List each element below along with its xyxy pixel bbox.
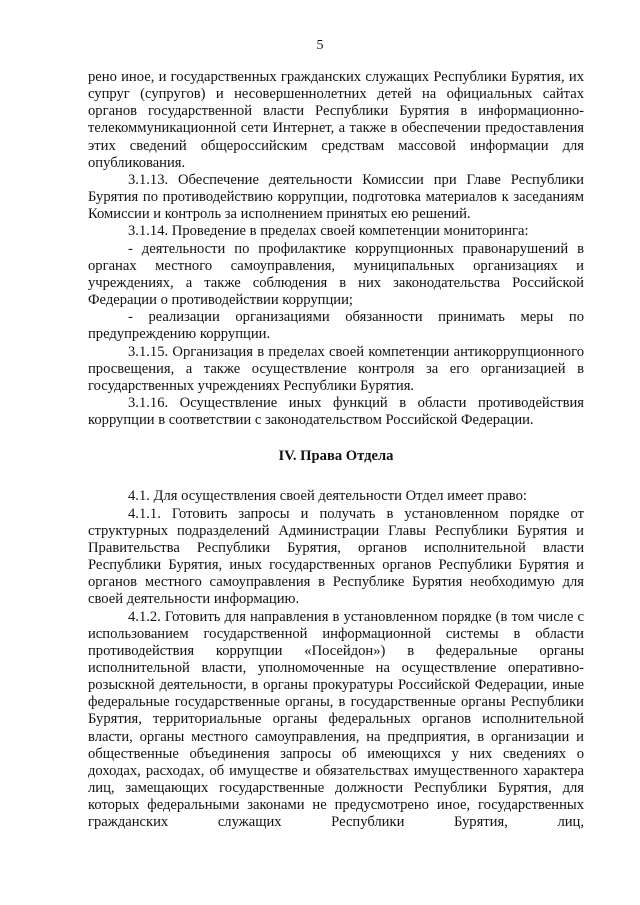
- paragraph-4-1-1: 4.1.1. Готовить запросы и получать в установленном порядке от структурных подразделений Администрации Главы Республики Бурятия и Правительства Республики Бурятия, органов исполнительной власти Республики Бурятия, иных государственных органов Республики Бурятия и органов местного самоуправления в Республике Бурятия необходимую для своей деятельности информацию.: [88, 505, 584, 608]
- paragraph-3-1-15: 3.1.15. Организация в пределах своей компетенции антикоррупционного просвещения, а также осуществление контроля за его организацией в государственных учреждениях Республики Бурятия.: [88, 343, 584, 394]
- section-heading: IV. Права Отдела: [278, 448, 394, 465]
- document-body: [88, 69, 584, 832]
- list-item-measures: - реализации организациями обязанности принимать меры по предупреждению коррупции.: [88, 309, 584, 343]
- paragraph-3-1-16: 3.1.16. Осуществление иных функций в области противодействия коррупции в соответствии с законодательством Российской Федерации.: [88, 394, 584, 429]
- paragraph-4-1-2: 4.1.2. Готовить для направления в установленном порядке (в том числе с использованием государственной информационной системы в области противодействия коррупции «Посейдон») в федеральные органы исполнительной власти, уполномоченные на осуществление оперативно-розыскной деятельности, в органы прокуратуры Российской Федерации, иные федеральные государственные органы, в государственные органы Республики Бурятия, территориальные органы федеральных органов исполнительной власти, органы местного самоуправления, на предприятия, в организации и общественные объединения запросы об имеющихся у них сведениях о доходах, расходах, об имуществе и обязательствах имущественного характера лиц, замещающих государственные должности Республики Бурятия, для которых федеральными законами не предусмотрено иное, государственных гражданских служащих Республики Бурятия, лиц,: [88, 608, 584, 831]
- list-item-prevention: - деятельности по профилактике коррупционных правонарушений в органах местного самоуправления, муниципальных организациях и учреждениях, а также соблюдения в них законодательства Российской Федерации о противодействии коррупции;: [88, 240, 584, 309]
- paragraph-4-1: 4.1. Для осуществления своей деятельности Отдел имеет право:: [128, 488, 527, 505]
- page-number: 5: [316, 38, 324, 53]
- paragraph-3-1-13: 3.1.13. Обеспечение деятельности Комиссии при Главе Республики Бурятия по противодействию коррупции, подготовка материалов к заседаниям Комиссии и контроль за исполнением принятых ею решений.: [88, 171, 584, 223]
- paragraph-3-1-14: 3.1.14. Проведение в пределах своей компетенции мониторинга:: [128, 223, 529, 240]
- paragraph-continuation: рено иное, и государственных гражданских служащих Республики Бурятия, их супруг (супругов) и несовершеннолетних детей на официальных сайтах органов государственной власти Республики Бурятия в информационно-телекоммуникационной сети Интернет, а также в обеспечении предоставления этих сведений общероссийским средствам массовой информации для опубликования.: [88, 69, 584, 171]
